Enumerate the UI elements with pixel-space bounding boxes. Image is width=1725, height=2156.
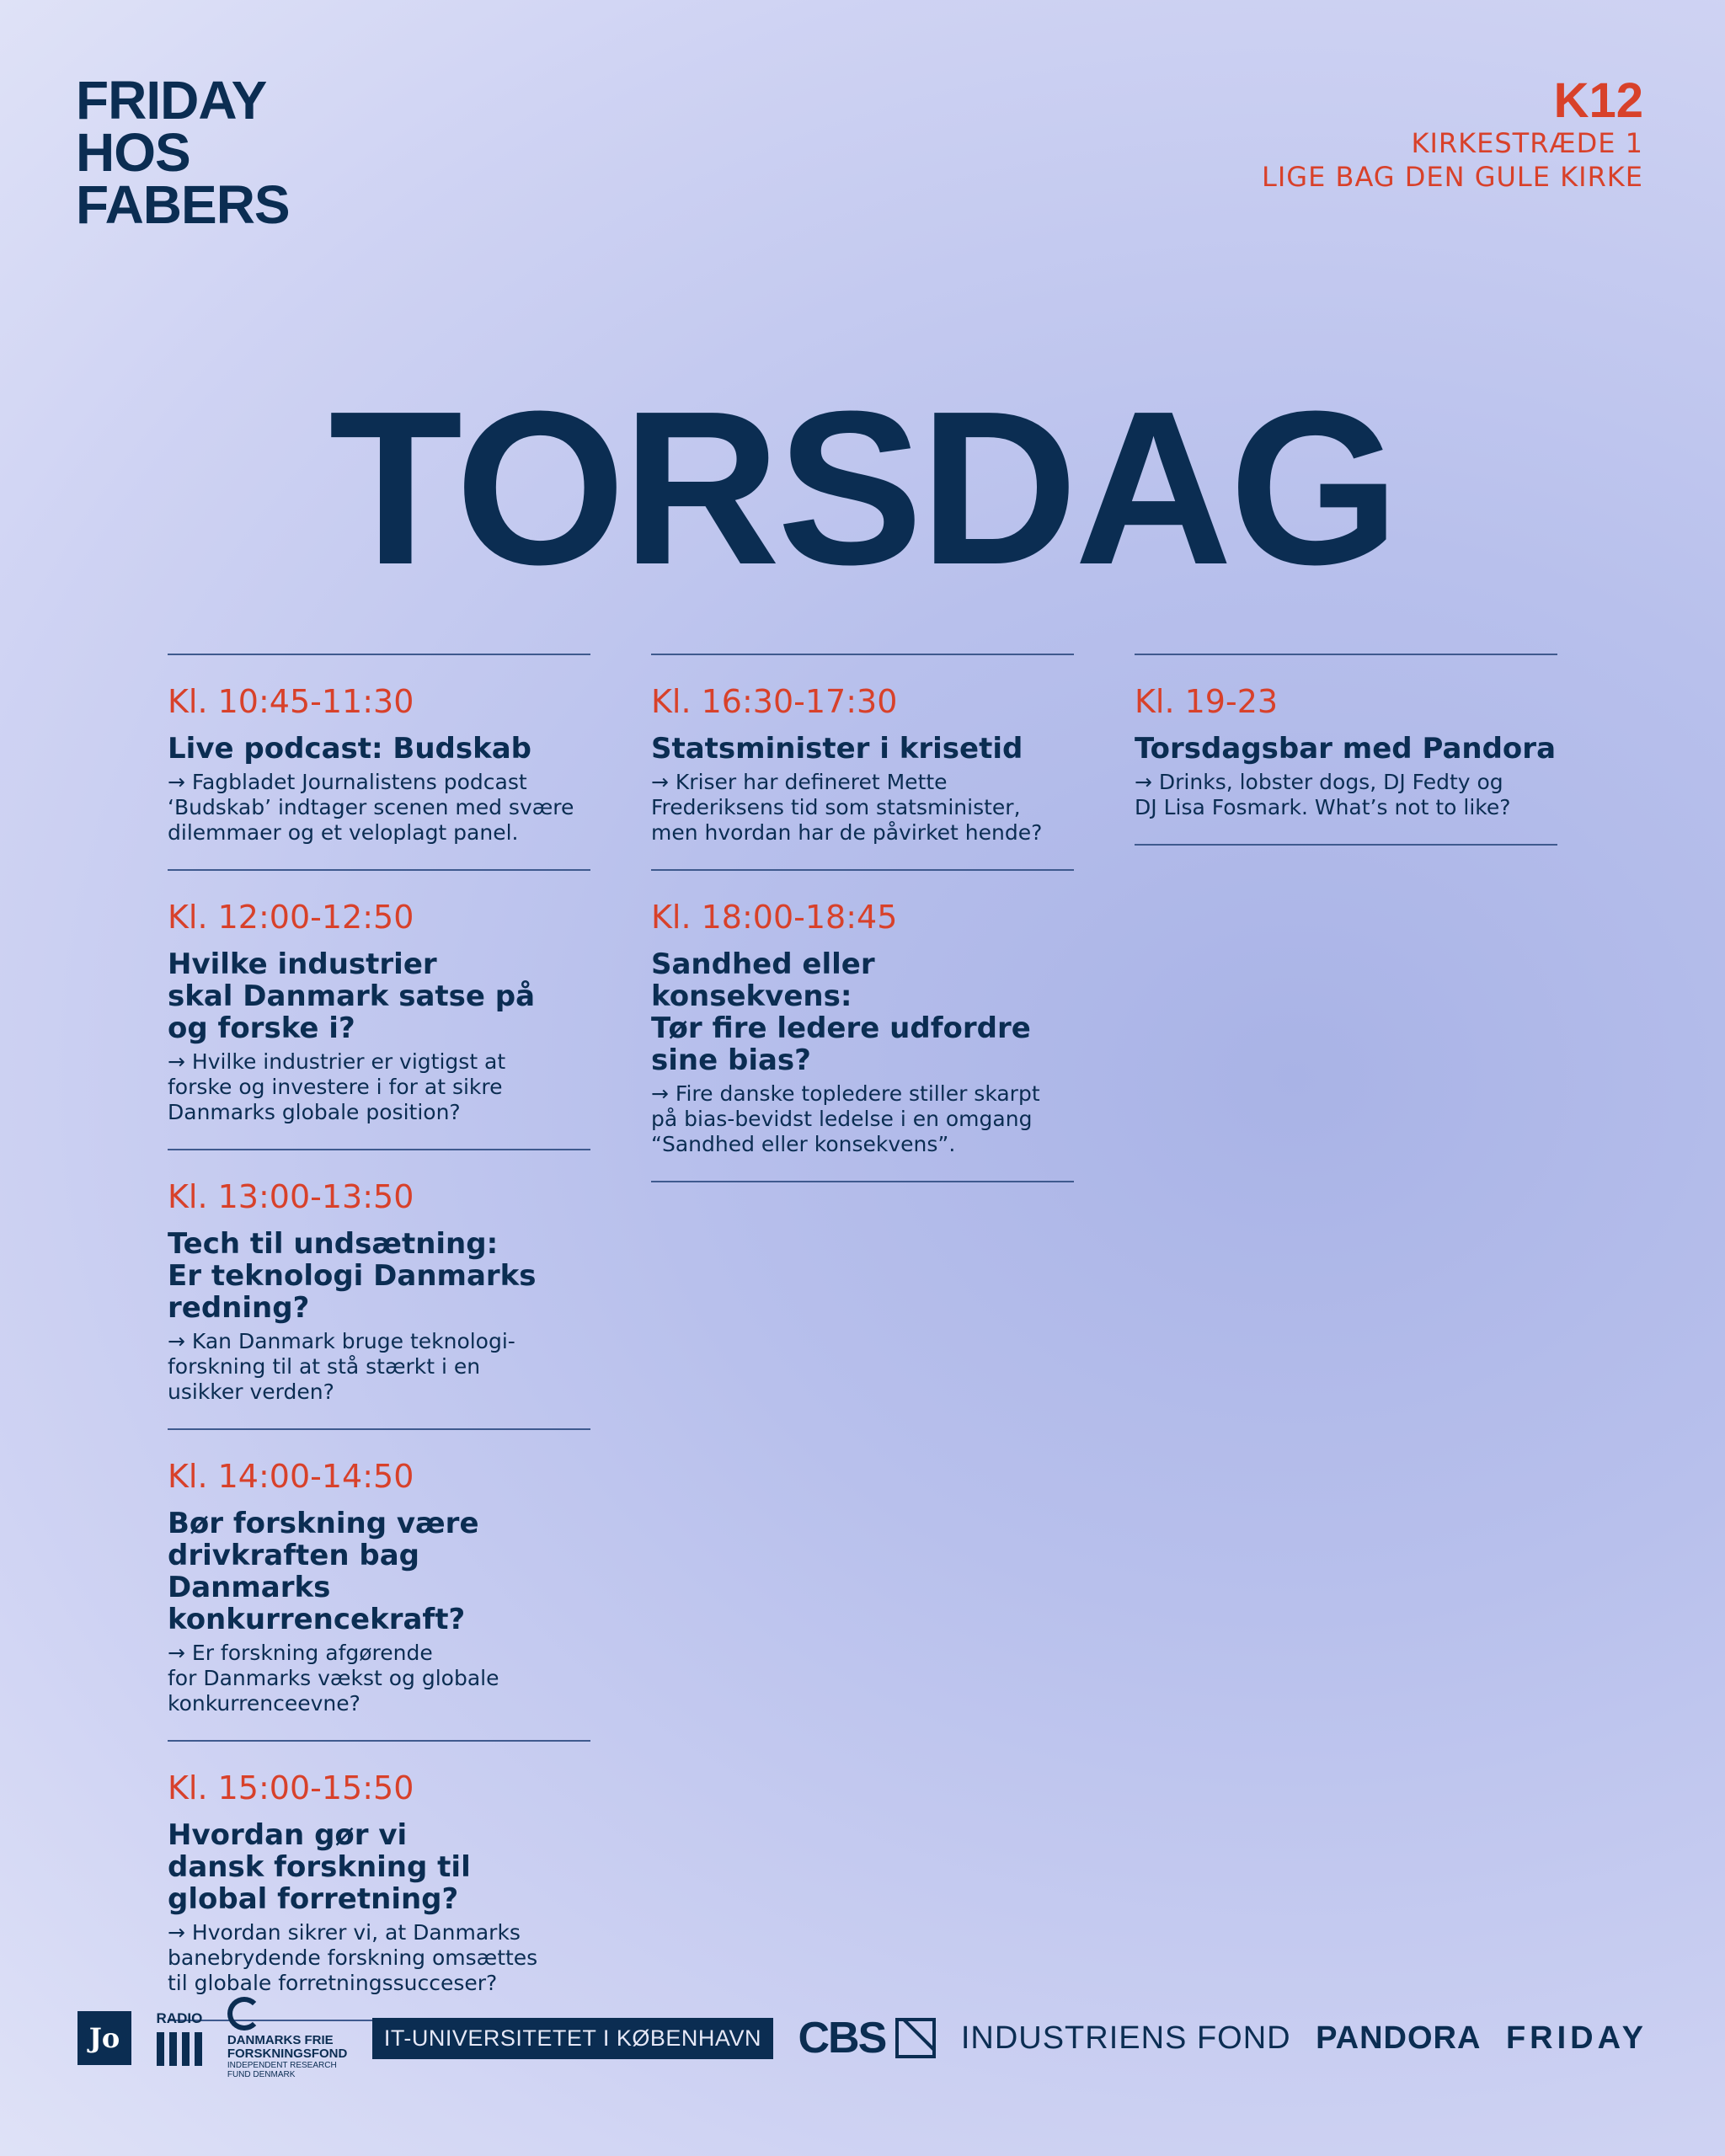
event-title: Live podcast: Budskab [168,732,532,766]
journalisten-logo: Jo [77,2011,131,2065]
event-title: Tech til undsætning: Er teknologi Danmarks redning? [168,1227,537,1325]
event-title: Sandhed eller konsekvens: Tør fire ledere udfordre sine bias? [651,947,1031,1077]
event-title: Hvilke industrier skal Danmark satse på og forske i? [168,947,536,1045]
brand-line-2: HOS [76,122,190,183]
event-description: → Drinks, lobster dogs, DJ Fedty og DJ Lisa Fosmark. What’s not to like? [1135,770,1511,819]
event-title: Bør forskning være drivkraften bag Danmarks konkurrencekraft? [168,1507,479,1636]
event-item [168,869,590,1149]
event-time: Kl. 16:30-17:30 [651,683,898,720]
event-title: Torsdagsbar med Pandora [1135,732,1557,766]
venue-code: K12 [1553,73,1643,128]
brand-line-1: FRIDAY [76,70,267,131]
radio-label: RADIO [156,2010,203,2026]
event-item [168,1149,590,1428]
schedule-column-3 [1135,654,1557,846]
dff-name-2: FORSKNINGSFOND [227,2047,348,2061]
dff-name-1: DANMARKS FRIE [227,2033,334,2047]
it-universitetet-logo: IT-UNIVERSITETET I KØBENHAVN [372,2018,773,2059]
event-time: Kl. 19-23 [1135,683,1279,720]
friday-logo: FRIDAY [1505,2020,1648,2056]
event-item [168,1428,590,1740]
event-item [1135,654,1557,846]
event-description: → Kan Danmark bruge teknologi- forskning til at stå stærkt i en usikker verden? [168,1329,515,1404]
event-description: → Fire danske topledere stiller skarpt på bias-bevidst ledelse i en omgang “Sandhed eller konsekvens”. [651,1081,1040,1156]
dff-name-3: INDEPENDENT RESEARCH [227,2061,337,2070]
event-description: → Hvilke industrier er vigtigst at forske og investere i for at sikre Danmarks globale position? [168,1049,506,1124]
event-time: Kl. 12:00-12:50 [168,899,414,936]
industriens-fond-logo: INDUSTRIENS FOND [960,2020,1291,2056]
friday-hos-fabers-logo [76,70,290,235]
event-item [168,654,590,869]
event-item [651,869,1074,1182]
dff-name-4: FUND DENMARK [227,2070,296,2079]
event-item [168,1740,590,2021]
venue-address: KIRKESTRÆDE 1 [1411,127,1643,159]
event-description: → Hvordan sikrer vi, at Danmarks banebrydende forskning omsættes til globale forretningssucceser? [168,1920,538,1995]
venue-info [1262,73,1643,194]
event-time: Kl. 18:00-18:45 [651,899,898,936]
event-time: Kl. 10:45-11:30 [168,683,414,720]
event-description: → Kriser har defineret Mette Frederiksens tid som statsminister, men hvordan har de påvirket hende? [651,770,1043,845]
cbs-text: CBS [798,2014,886,2063]
event-time: Kl. 15:00-15:50 [168,1769,414,1806]
sponsor-logos [77,1988,1648,2089]
radio-bars-icon [157,2032,202,2066]
brand-line-3: FABERS [76,174,290,235]
venue-direction: LIGE BAG DEN GULE KIRKE [1262,161,1643,193]
schedule-column-1 [168,654,590,2021]
radio4-logo [157,2010,203,2066]
event-description: → Er forskning afgørende for Danmarks vækst og globale konkurrenceevne? [168,1641,499,1716]
event-time: Kl. 13:00-13:50 [168,1178,414,1215]
cbs-logo [798,2013,936,2063]
event-time: Kl. 14:00-14:50 [168,1458,414,1495]
cbs-mark-icon [895,2018,936,2058]
schedule-column-2 [651,654,1074,1182]
event-title: Statsminister i krisetid [651,732,1023,766]
dff-circle-icon [227,1997,261,2031]
danmarks-frie-forskningsfond-logo [227,1997,348,2079]
event-item [651,654,1074,869]
pandora-logo: PANDORA [1316,2020,1482,2056]
event-title: Hvordan gør vi dansk forskning til global forretning? [168,1818,471,1916]
page-title: TORSDAG [328,366,1397,611]
event-description: → Fagbladet Journalistens podcast ‘Budskab’ indtager scenen med svære dilemmaer og et veloplagt panel. [168,770,574,845]
